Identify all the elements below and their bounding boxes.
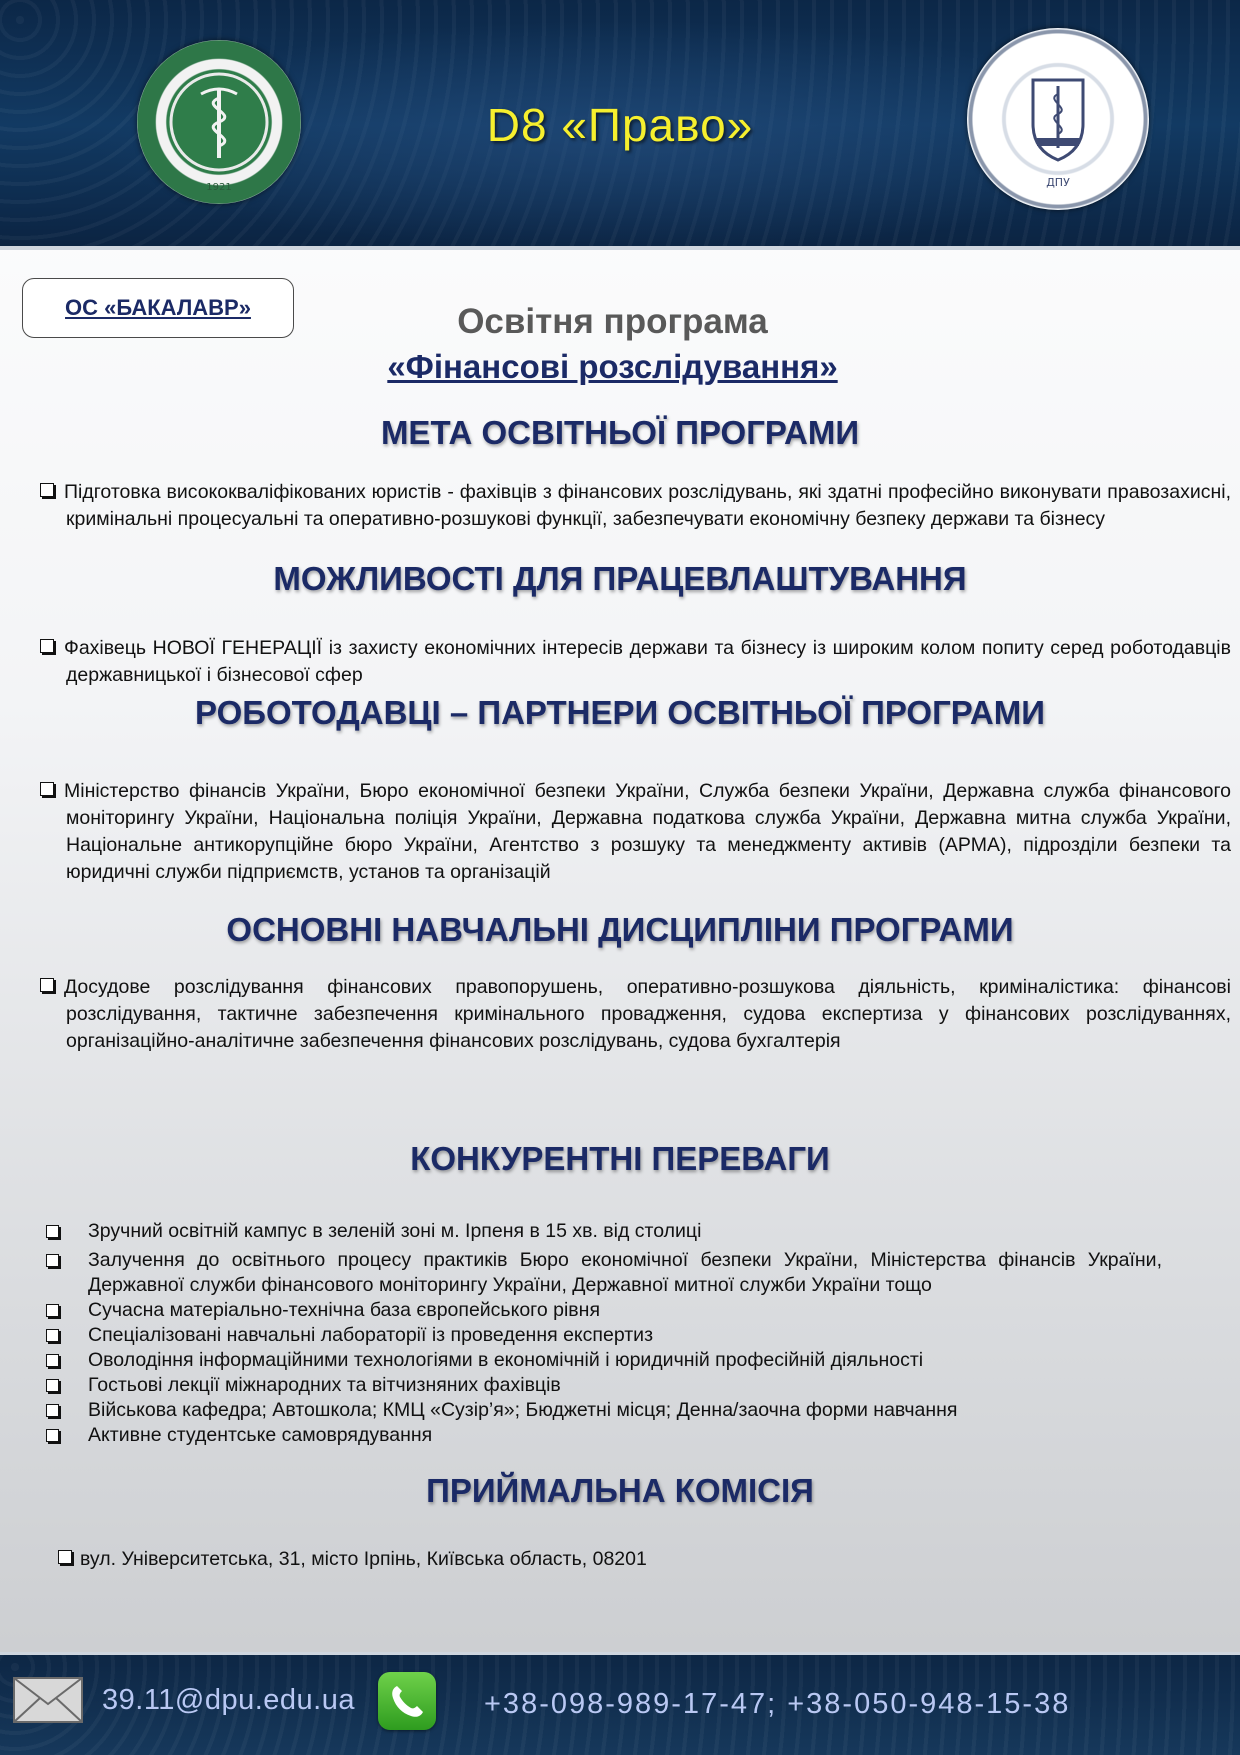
envelope-icon: [12, 1676, 84, 1724]
list-item: Зручний освітній кампус в зеленій зоні м. Ірпеня в 15 хв. від столиці: [42, 1219, 1162, 1244]
svg-text:ДПУ: ДПУ: [1046, 176, 1070, 189]
list-item: Гостьові лекції міжнародних та вітчизняних фахівців: [42, 1373, 1162, 1398]
partners-heading: РОБОТОДАВЦІ – ПАРТНЕРИ ОСВІТНЬОЇ ПРОГРАМИ: [195, 694, 1045, 731]
advantages-list: [42, 1219, 1162, 1448]
disciplines-item: Досудове розслідування фінансових правопорушень, оперативно-розшукова діяльність, криміналістика: фінансові розслідування, тактичне забезпечення кримінального провадження, судова експертиза у фінансових розслідуваннях, організаційно-аналітичне забезпечення фінансових розслідувань, судова бухгалтерія: [40, 974, 1231, 1055]
checkbox-bullet-icon: [46, 1379, 59, 1392]
program-name: «Фінансові розслідування»: [387, 348, 838, 385]
checkbox-bullet-icon: [46, 1254, 59, 1267]
goal-item: Підготовка висококваліфікованих юристів - фахівців з фінансових розслідувань, які здатні професійно виконувати правозахисні, кримінальні процесуальні та оперативно-розшукові функції, забезпечувати економічну безпеку держави та бізнесу: [40, 479, 1231, 533]
page-title: D8 «Право»: [486, 99, 754, 151]
university-seal-right: [967, 28, 1149, 210]
checkbox-bullet-icon: [40, 639, 54, 653]
checkbox-bullet-icon: [46, 1304, 59, 1317]
list-item: Активне студентське самоврядування: [42, 1423, 1162, 1448]
degree-label: ОС «БАКАЛАВР»: [65, 295, 251, 320]
advantages-heading: КОНКУРЕНТНІ ПЕРЕВАГИ: [410, 1140, 830, 1177]
checkbox-bullet-icon: [40, 782, 54, 796]
phone-numbers[interactable]: +38-098-989-17-47; +38-050-948-15-38: [484, 1688, 1071, 1720]
disciplines-heading: ОСНОВНІ НАВЧАЛЬНІ ДИСЦИПЛІНИ ПРОГРАМИ: [226, 911, 1014, 948]
checkbox-bullet-icon: [46, 1354, 59, 1367]
list-item: Сучасна матеріально-технічна база європейського рівня: [42, 1298, 1162, 1323]
shield-emblem-icon: [967, 28, 1149, 210]
partners-item: Міністерство фінансів України, Бюро економічної безпеки України, Служба безпеки України, Державна служба фінансового моніторингу України, Національна поліція України, Державна податкова служба України, Державна митна служба України, Національне антикорупційне бюро України, Агентство з розшуку та менеджменту активів (АРМА), підрозділи безпеки та юридичні служби підприємств, установ та організацій: [40, 778, 1231, 886]
phone-icon: [378, 1672, 436, 1730]
checkbox-bullet-icon: [40, 483, 54, 497]
header-banner: [0, 0, 1240, 250]
employment-heading: МОЖЛИВОСТІ ДЛЯ ПРАЦЕВЛАШТУВАННЯ: [273, 560, 967, 597]
checkbox-bullet-icon: [46, 1429, 59, 1442]
list-item: Військова кафедра; Автошкола; КМЦ «Сузір’я»; Бюджетні місця; Денна/заочна форми навчання: [42, 1398, 1162, 1423]
checkbox-bullet-icon: [46, 1225, 59, 1238]
list-item: Оволодіння інформаційними технологіями в економічній і юридичній професійній діяльності: [42, 1348, 1162, 1373]
admissions-address: вул. Університетська, 31, місто Ірпінь, Київська область, 08201: [58, 1548, 647, 1571]
checkbox-bullet-icon: [58, 1550, 72, 1564]
goal-heading: МЕТА ОСВІТНЬОЇ ПРОГРАМИ: [380, 414, 860, 451]
email-link[interactable]: 39.11@dpu.edu.ua: [102, 1684, 355, 1716]
checkbox-bullet-icon: [46, 1404, 59, 1417]
list-item: Спеціалізовані навчальні лабораторії із проведення експертиз: [42, 1323, 1162, 1348]
list-item: Залучення до освітнього процесу практиків Бюро економічної безпеки України, Міністерства фінансів України, Державної служби фінансового моніторингу України, Державної митної служби України тощо: [42, 1248, 1162, 1298]
checkbox-bullet-icon: [46, 1329, 59, 1342]
svg-text:1921: 1921: [206, 182, 232, 193]
contact-footer: [0, 1652, 1240, 1755]
employment-item: Фахівець НОВОЇ ГЕНЕРАЦІЇ із захисту економічних інтересів держави та бізнесу із широким колом попиту серед роботодавців державницької і бізнесової сфер: [40, 635, 1231, 689]
program-label: Освітня програма: [457, 302, 768, 341]
checkbox-bullet-icon: [40, 978, 54, 992]
admissions-heading: ПРИЙМАЛЬНА КОМІСІЯ: [426, 1472, 814, 1509]
